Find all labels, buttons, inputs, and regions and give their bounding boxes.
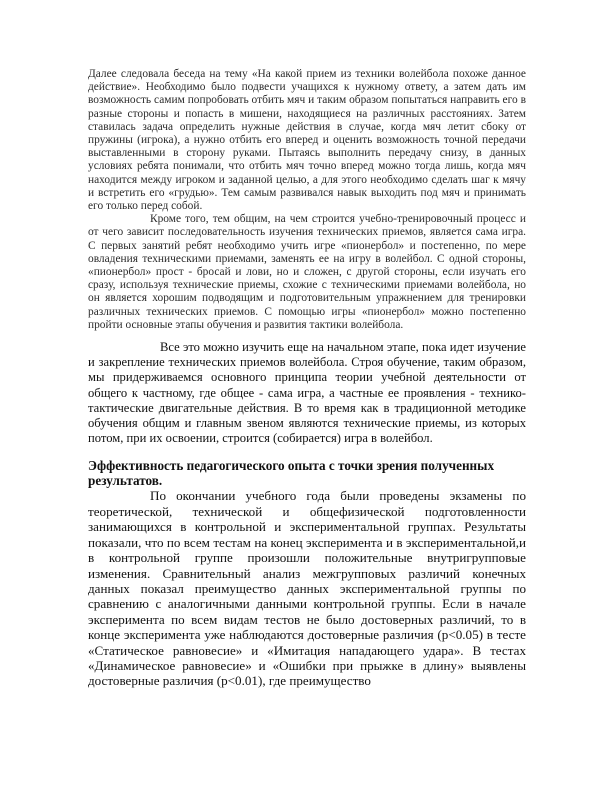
paragraph-4: По окончании учебного года были проведены экзамены по теоретической, технической и общефизической подготовленности занимающихся в контрольной и экспериментальной группах. Результаты показали, что по всем тестам на конец эксперимента и в экспериментальной,и в контрольной группе произошли положительные внутригрупповые изменения. Сравнительный анализ межгрупповых различий конечных данных показал преимущество данных экспериментальной группы по сравнению с аналогичными данными контрольной группы. Если в начале эксперимента по всем видам тестов не было достоверных различий, то в конце эксперимента уже наблюдаются достоверные различия (р<0.05) в тесте «Статическое равновесие» и «Имитация нападающего удара». В тестах «Динамическое равновесие» и «Ошибки при прыжке в длину» выявлены достоверные различия (р<0.01), где преимущество: [88, 488, 526, 689]
section-gap: [88, 446, 526, 458]
paragraph-1: Далее следовала беседа на тему «На какой прием из техники волейбола похоже данное действие». Необходимо было подвести учащихся к нужному ответу, а затем дать им возможность самим попробовать отбить мяч и таким образом попытаться направить его в разные стороны и попасть в мишени, находящиеся на различных расстояниях. Затем ставилась задача определить нужные действия в случае, когда мяч летит сбоку от пружины (игрока), а нужно отбить его вперед и оценить возможность точной передачи выставленными в сторону руками. Пытаясь выполнить передачу снизу, в данных условиях ребята понимали, что отбить мяч точно вперед можно тогда лишь, когда мяч находится между игроком и заданной целью, а для этого необходимо сделать шаг к мячу и встретить его «грудью». Тем самым развивался навык выходить под мяч и принимать его только перед собой.: [88, 68, 526, 213]
paragraph-2: Кроме того, тем общим, на чем строится учебно-тренировочный процесс и от чего зависит последовательность изучения технических приемов, является сама игра. С первых занятий ребят необходимо учить игре «пионербол» и постепенно, по мере овладения техническими приемами, заменять ее на игру в волейбол. С одной стороны, «пионербол» прост - бросай и лови, но и сложен, с другой стороны, если изучать его сразу, используя технические приемы, схожие с техническими приемами волейбола, но он является хорошим подводящим и подготовительным упражнением для тренировки различных технических приемов. С помощью игры «пионербол» можно постепенно пройти основные этапы обучения и развития тактики волейбола.: [88, 213, 526, 331]
paragraph-gap: [88, 332, 526, 340]
section-heading: Эффективность педагогического опыта с точки зрения полученных результатов.: [88, 458, 495, 489]
paragraph-3: Все это можно изучить еще на начальном этапе, пока идет изучение и закрепление технических приемов волейбола. Строя обучение, таким образом, мы придерживаемся основного принципа теории учебной деятельности от общего к частному, где общее - сама игра, а частные ее проявления - технико-тактические двигательные действия. В то время как в традиционной методике обучения общим и главным звеном являются технические приемы, из которых потом, при их освоении, строится (собирается) игра в волейбол.: [88, 340, 526, 446]
document-body: [88, 68, 526, 689]
